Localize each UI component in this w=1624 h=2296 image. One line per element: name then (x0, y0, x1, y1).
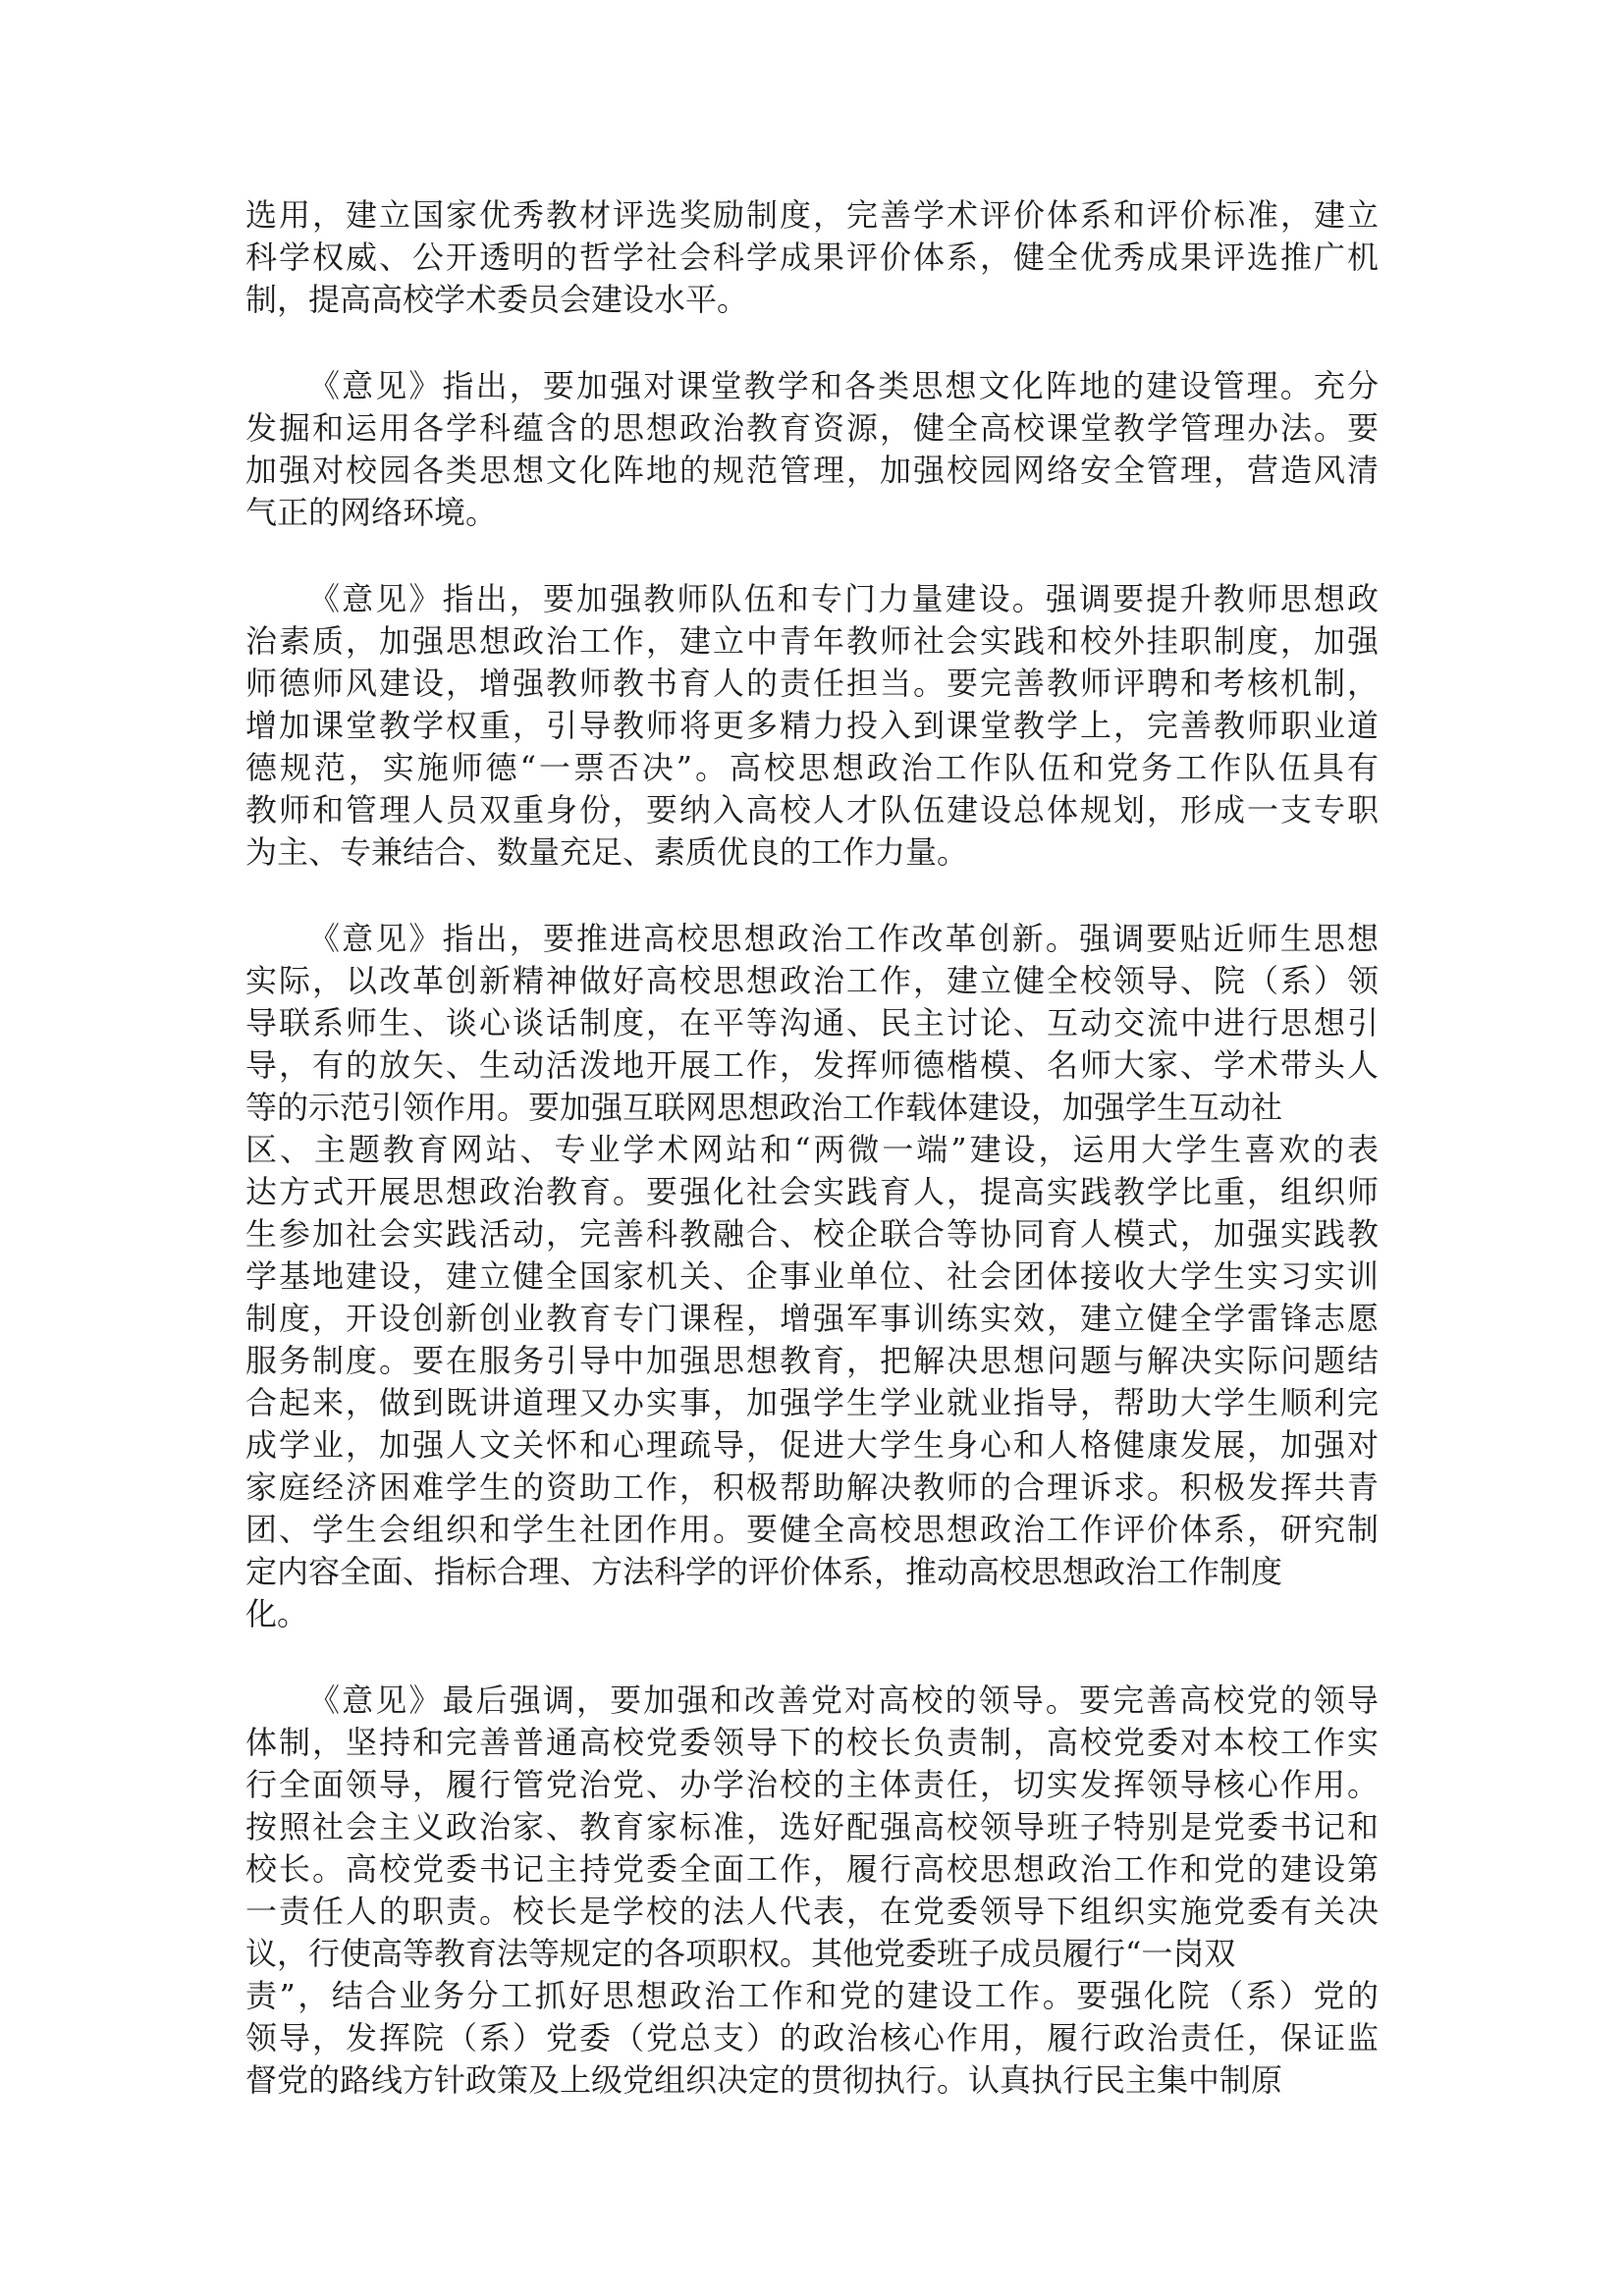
text-line: 团、学生会组织和学生社团作用。要健全高校思想政治工作评价体系，研究制 (245, 1511, 1379, 1548)
text-line: 《意见》指出，要推进高校思想政治工作改革创新。强调要贴近师生思想 (308, 920, 1379, 957)
paragraph (245, 194, 1379, 321)
text-line: 合起来，做到既讲道理又办实事，加强学生学业就业指导，帮助大学生顺利完 (245, 1384, 1379, 1421)
paragraph (245, 365, 1379, 534)
text-line: 达方式开展思想政治教育。要强化社会实践育人，提高实践教学比重，组织师 (245, 1173, 1379, 1210)
paragraph (245, 918, 1379, 1635)
text-line: 按照社会主义政治家、教育家标准，选好配强高校领导班子特别是党委书记和 (245, 1808, 1379, 1845)
text-line: 等的示范引领作用。要加强互联网思想政治工作载体建设，加强学生互动社 (245, 1089, 1283, 1126)
text-line: 家庭经济困难学生的资助工作，积极帮助解决教师的合理诉求。积极发挥共青 (245, 1468, 1379, 1506)
text-line: 《意见》最后强调，要加强和改善党对高校的领导。要完善高校党的领导 (308, 1682, 1379, 1719)
text-line: 化。 (245, 1595, 309, 1632)
text-line: 制度，开设创新创业教育专门课程，增强军事训练实效，建立健全学雷锋志愿 (245, 1300, 1379, 1337)
text-line: 体制，坚持和完善普通高校党委领导下的校长负责制，高校党委对本校工作实 (245, 1724, 1379, 1761)
text-line: 导联系师生、谈心谈话制度，在平等沟通、民主讨论、互动交流中进行思想引 (245, 1004, 1379, 1041)
text-line: 加强对校园各类思想文化阵地的规范管理，加强校园网络安全管理，营造风清 (245, 452, 1379, 489)
text-line: 选用，建立国家优秀教材评选奖励制度，完善学术评价体系和评价标准，建立 (245, 196, 1379, 234)
text-line: 生参加社会实践活动，完善科教融合、校企联合等协同育人模式，加强实践教 (245, 1215, 1379, 1253)
paragraph (245, 1680, 1379, 2102)
text-line: 为主、专兼结合、数量充足、素质优良的工作力量。 (245, 833, 969, 871)
text-line: 学基地建设，建立健全国家机关、企事业单位、社会团体接收大学生实习实训 (245, 1257, 1379, 1295)
text-line: 成学业，加强人文关怀和心理疏导，促进大学生身心和人格健康发展，加强对 (245, 1426, 1379, 1464)
text-line: 德规范，实施师德“一票否决”。高校思想政治工作队伍和党务工作队伍具有 (245, 749, 1379, 786)
text-line: 实际，以改革创新精神做好高校思想政治工作，建立健全校领导、院（系）领 (245, 962, 1379, 999)
text-line: 增加课堂教学权重，引导教师将更多精力投入到课堂教学上，完善教师职业道 (245, 707, 1379, 744)
text-line: 议，行使高等教育法等规定的各项职权。其他党委班子成员履行“一岗双 (245, 1935, 1236, 1972)
text-line: 区、主题教育网站、专业学术网站和“两微一端”建设，运用大学生喜欢的表 (245, 1131, 1379, 1168)
text-line: 《意见》指出，要加强教师队伍和专门力量建设。强调要提升教师思想政 (308, 580, 1379, 617)
text-line: 督党的路线方针政策及上级党组织决定的贯彻执行。认真执行民主集中制原 (245, 2061, 1283, 2099)
text-line: 气正的网络环境。 (245, 494, 498, 531)
text-line: 《意见》指出，要加强对课堂教学和各类思想文化阵地的建设管理。充分 (308, 367, 1379, 404)
text-line: 治素质，加强思想政治工作，建立中青年教师社会实践和校外挂职制度，加强 (245, 622, 1379, 660)
text-line: 制，提高高校学术委员会建设水平。 (245, 281, 749, 318)
text-line: 师德师风建设，增强教师教书育人的责任担当。要完善教师评聘和考核机制， (245, 665, 1379, 702)
paragraph (245, 578, 1379, 874)
text-line: 领导，发挥院（系）党委（党总支）的政治核心作用，履行政治责任，保证监 (245, 2019, 1379, 2056)
text-line: 服务制度。要在服务引导中加强思想教育，把解决思想问题与解决实际问题结 (245, 1342, 1379, 1379)
text-line: 教师和管理人员双重身份，要纳入高校人才队伍建设总体规划，形成一支专职 (245, 791, 1379, 828)
text-line: 发掘和运用各学科蕴含的思想政治教育资源，健全高校课堂教学管理办法。要 (245, 409, 1379, 447)
text-line: 导，有的放矢、生动活泼地开展工作，发挥师德楷模、名师大家、学术带头人 (245, 1046, 1379, 1084)
text-line: 科学权威、公开透明的哲学社会科学成果评价体系，健全优秀成果评选推广机 (245, 239, 1379, 276)
text-line: 行全面领导，履行管党治党、办学治校的主体责任，切实发挥领导核心作用。 (245, 1766, 1379, 1803)
text-line: 定内容全面、指标合理、方法科学的评价体系，推动高校思想政治工作制度 (245, 1553, 1283, 1590)
text-line: 责”，结合业务分工抓好思想政治工作和党的建设工作。要强化院（系）党的 (245, 1977, 1379, 2014)
text-line: 一责任人的职责。校长是学校的法人代表，在党委领导下组织实施党委有关决 (245, 1893, 1379, 1930)
text-line: 校长。高校党委书记主持党委全面工作，履行高校思想政治工作和党的建设第 (245, 1850, 1379, 1888)
